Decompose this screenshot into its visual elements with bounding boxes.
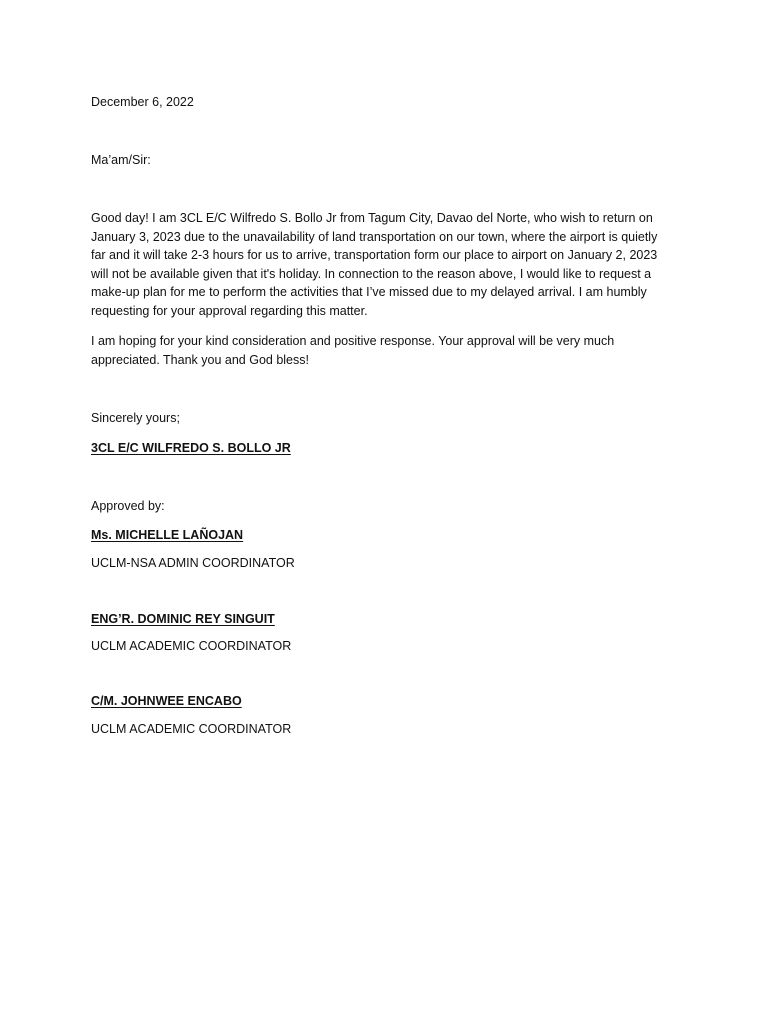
body-line: far and it will take 2-3 hours for us to arrive, transportation form our place to airport on January 2, 2023: [91, 248, 658, 263]
approver-2-name: ENG’R. DOMINIC REY SINGUIT: [91, 612, 275, 626]
body-line: will not be available given that it's holiday. In connection to the reason above, I would like to request a: [91, 266, 652, 281]
sender-name: 3CL E/C WILFREDO S. BOLLO JR: [91, 441, 291, 455]
body-line: January 3, 2023 due to the unavailability of land transportation on our town, where the airport is quietly: [91, 229, 658, 244]
approver-3-title: UCLM ACADEMIC COORDINATOR: [91, 722, 292, 736]
approver-2-title: UCLM ACADEMIC COORDINATOR: [91, 639, 292, 653]
body-line: appreciated. Thank you and God bless!: [91, 352, 309, 367]
body-line: requesting for your approval regarding this matter.: [91, 303, 368, 318]
approver-1-title: UCLM-NSA ADMIN COORDINATOR: [91, 556, 295, 570]
approved-by-label: Approved by:: [91, 499, 165, 513]
letter-date: December 6, 2022: [91, 95, 194, 109]
body-line: I am hoping for your kind consideration and positive response. Your approval will be very much: [91, 334, 615, 348]
body-paragraph-1: [91, 209, 681, 321]
closing: Sincerely yours;: [91, 411, 180, 425]
approver-3-name: C/M. JOHNWEE ENCABO: [91, 694, 242, 708]
body-paragraph-2: [91, 332, 681, 369]
body-line: make-up plan for me to perform the activities that I’ve missed due to my delayed arrival. I am humbly: [91, 285, 647, 300]
approver-1-name: Ms. MICHELLE LAÑOJAN: [91, 528, 244, 542]
body-line: Good day! I am 3CL E/C Wilfredo S. Bollo Jr from Tagum City, Davao del Norte, who wish to return on: [91, 211, 653, 225]
salutation: Ma’am/Sir:: [91, 153, 151, 167]
